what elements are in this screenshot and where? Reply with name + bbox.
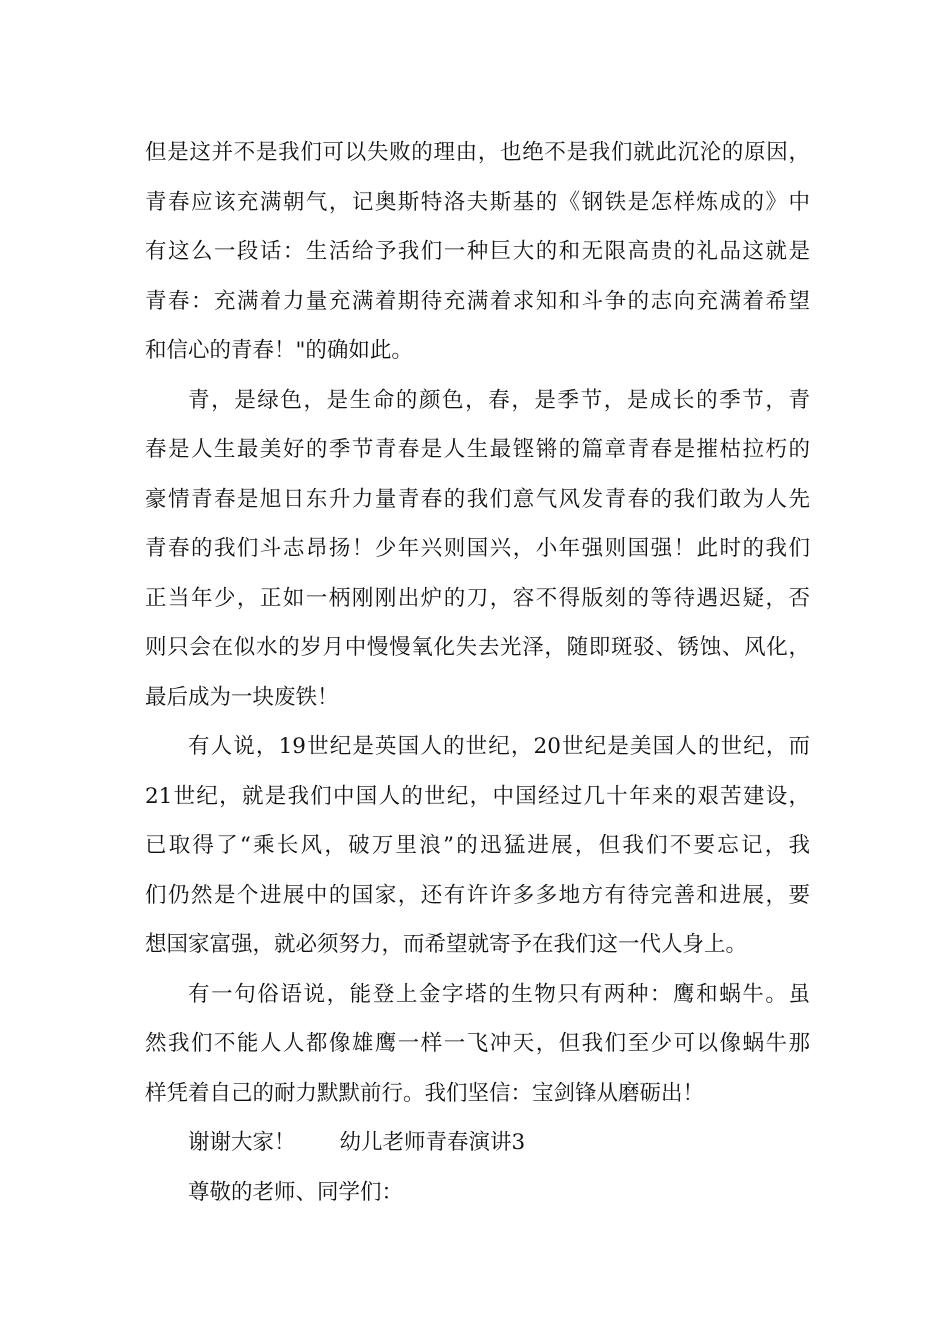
text-line: 春是人生最美好的季节青春是人生最铿锵的篇章青春是摧枯拉朽的 xyxy=(145,437,810,462)
text-line: 和信心的青春！"的确如此。 xyxy=(145,338,413,363)
text-line: 有一句俗语说，能登上金字塔的生物只有两种：鹰和蜗牛。虽 xyxy=(188,981,810,1007)
text-line: 样凭着自己的耐力默默前行。我们坚信：宝剑锋从磨砺出！ xyxy=(145,1080,705,1106)
text-line: 想国家富强，就必须努力，而希望就寄予在我们这一代人身上。 xyxy=(145,932,748,957)
text-line: 但是这并不是我们可以失败的理由，也绝不是我们就此沉沦的原因， xyxy=(145,140,810,165)
paragraph-2 xyxy=(145,376,810,723)
text-line: 有人说，19世纪是英国人的世纪，20世纪是美国人的世纪，而 xyxy=(188,734,810,759)
text-line: 最后成为一块废铁！ xyxy=(145,684,339,710)
text-line: 21世纪，就是我们中国人的世纪，中国经过几十年来的艰苦建设， xyxy=(145,783,810,809)
text-line: 则只会在似水的岁月中慢慢氧化失去光泽，随即斑驳、锈蚀、风化， xyxy=(145,635,810,660)
text-line: 已取得了“乘长风，破万里浪”的迅猛进展，但我们不要忘记，我 xyxy=(145,833,810,858)
paragraph-1 xyxy=(145,128,810,376)
paragraph-4 xyxy=(145,970,810,1119)
text-line: 有这么一段话：生活给予我们一种巨大的和无限高贵的礼品这就是 xyxy=(145,239,810,264)
paragraph-3 xyxy=(145,722,810,970)
closing-line xyxy=(145,1118,810,1168)
text-line: 然我们不能人人都像雄鹰一样一飞冲天，但我们至少可以像蜗牛那 xyxy=(145,1031,810,1056)
text-line: 豪情青春是旭日东升力量青春的我们意气风发青春的我们敢为人先 xyxy=(145,486,810,512)
salutation xyxy=(145,1168,810,1218)
closing-text xyxy=(145,1118,810,1168)
text-line: 正当年少，正如一柄刚刚出炉的刀，容不得版刻的等待遇迟疑，否 xyxy=(145,585,810,611)
text-line: 青，是绿色，是生命的颜色，春，是季节，是成长的季节，青 xyxy=(188,387,810,413)
document-body xyxy=(145,128,810,1217)
text-line: 青春：充满着力量充满着期待充满着求知和斗争的志向充满着希望 xyxy=(145,288,810,314)
text-line: 青春应该充满朝气，记奥斯特洛夫斯基的《钢铁是怎样炼成的》中 xyxy=(145,189,810,215)
text-line: 青春的我们斗志昂扬！少年兴则国兴，小年强则国强！此时的我们 xyxy=(145,536,810,561)
salutation-text: 尊敬的老师、同学们： xyxy=(188,1179,404,1205)
section-title: 幼儿老师青春演讲3 xyxy=(339,1130,526,1155)
thanks-text: 谢谢大家！ xyxy=(188,1130,296,1155)
text-line: 们仍然是个进展中的国家，还有许许多多地方有待完善和进展，要 xyxy=(145,882,810,908)
